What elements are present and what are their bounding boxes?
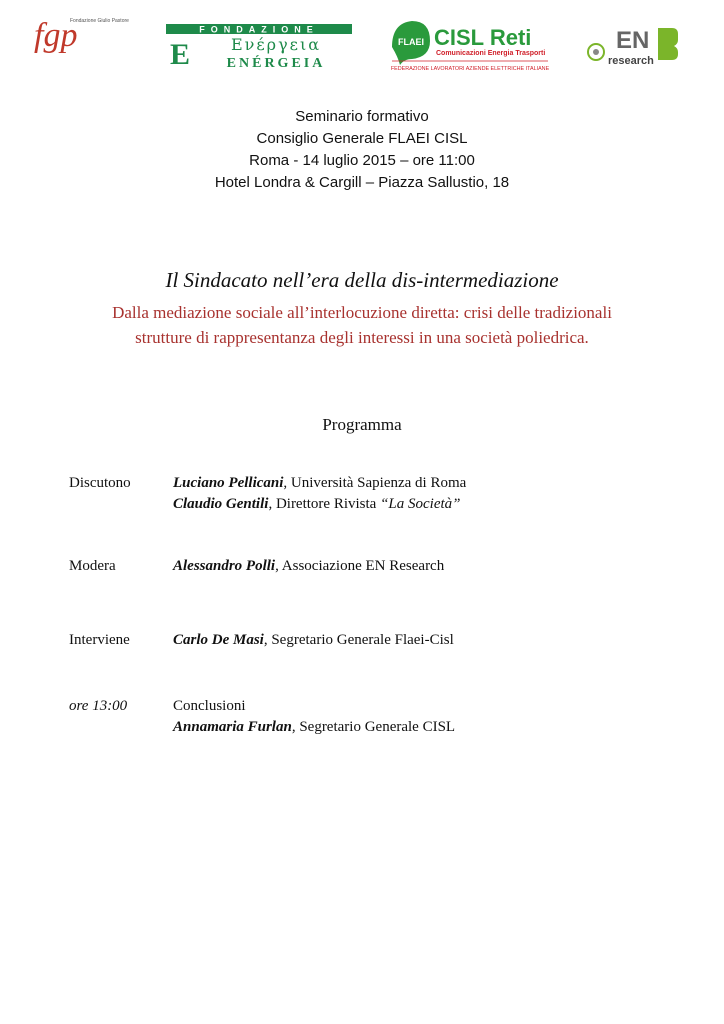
speaker-name: Carlo De Masi	[173, 632, 264, 648]
speaker-entry	[173, 717, 653, 738]
event-header	[0, 106, 724, 194]
speaker-role: , Segretario Generale Flaei-Cisl	[263, 632, 454, 648]
header-line-4: Hotel Londra & Cargill – Piazza Sallustio, 18	[214, 174, 510, 191]
energeia-logo	[166, 24, 354, 70]
speaker-role: , Segretario Generale CISL	[291, 719, 456, 735]
speaker-entry	[173, 473, 653, 494]
row-label: Interviene	[69, 632, 130, 648]
en-research-logo-icon	[586, 24, 682, 68]
en-word-text: research	[608, 55, 654, 67]
row-label: ore 13:00	[69, 698, 128, 714]
row-label: Modera	[69, 558, 116, 574]
fgp-logo-text: fgp	[34, 17, 78, 54]
en-research-logo	[586, 24, 682, 68]
cisl-name-text: CISL Reti	[434, 25, 532, 50]
header-line-1: Seminario formativo	[295, 108, 429, 125]
svg-text:E: E	[170, 38, 191, 71]
journal-name: “La Società”	[380, 496, 461, 512]
cisl-badge-text: FLAEI	[398, 37, 424, 47]
row-content	[173, 556, 653, 577]
logo-bar	[0, 0, 724, 90]
fgp-logo	[30, 12, 129, 60]
row-label: Discutono	[69, 475, 131, 491]
speaker-entry	[173, 556, 653, 577]
cisl-tagline-text: Comunicazioni Energia Trasporti	[436, 50, 546, 57]
row-content	[173, 696, 653, 738]
energeia-greek-text: Ενέργεια	[230, 35, 322, 54]
en-mark-text: EN	[616, 27, 650, 54]
energeia-latin-text: ENÉRGEIA	[226, 56, 326, 71]
fgp-logo-icon	[30, 12, 129, 60]
header-line-2: Consiglio Generale FLAEI CISL	[256, 130, 468, 147]
row-content	[173, 473, 653, 515]
cisl-reti-logo	[390, 17, 550, 77]
row-content	[173, 630, 653, 651]
programma-heading: Programma	[322, 415, 402, 434]
speaker-entry	[173, 494, 653, 515]
speaker-name: Annamaria Furlan	[173, 719, 292, 735]
seminar-subtitle	[70, 300, 654, 350]
subtitle-line-1: Dalla mediazione sociale all’interlocuzione diretta: crisi delle tradizionali	[112, 303, 612, 322]
speaker-name: Alessandro Polli	[173, 558, 276, 574]
header-line-3: Roma - 14 luglio 2015 – ore 11:00	[249, 152, 475, 169]
seminar-title: Il Sindacato nell’era della dis-intermediazione	[165, 268, 559, 292]
speaker-role: , Università Sapienza di Roma	[283, 475, 467, 491]
fgp-logo-small: Fondazione Giulio Pastore	[70, 18, 129, 24]
speaker-role: , Associazione EN Research	[275, 558, 445, 574]
cisl-reti-logo-icon	[390, 17, 550, 77]
speaker-name: Luciano Pellicani	[173, 475, 284, 491]
cisl-federation-text: FEDERAZIONE LAVORATORI AZIENDE ELETTRICHE ITALIANE	[390, 66, 550, 72]
speaker-name: Claudio Gentili	[173, 496, 269, 512]
energeia-top-text: FONDAZIONE	[199, 24, 319, 35]
energeia-logo-icon	[166, 24, 354, 70]
subtitle-line-2: strutture di rappresentanza degli interessi in una società poliedrica.	[135, 328, 589, 347]
speaker-entry	[173, 630, 653, 651]
conclusioni-label: Conclusioni	[173, 698, 246, 714]
speaker-role: , Direttore Rivista	[268, 496, 381, 512]
